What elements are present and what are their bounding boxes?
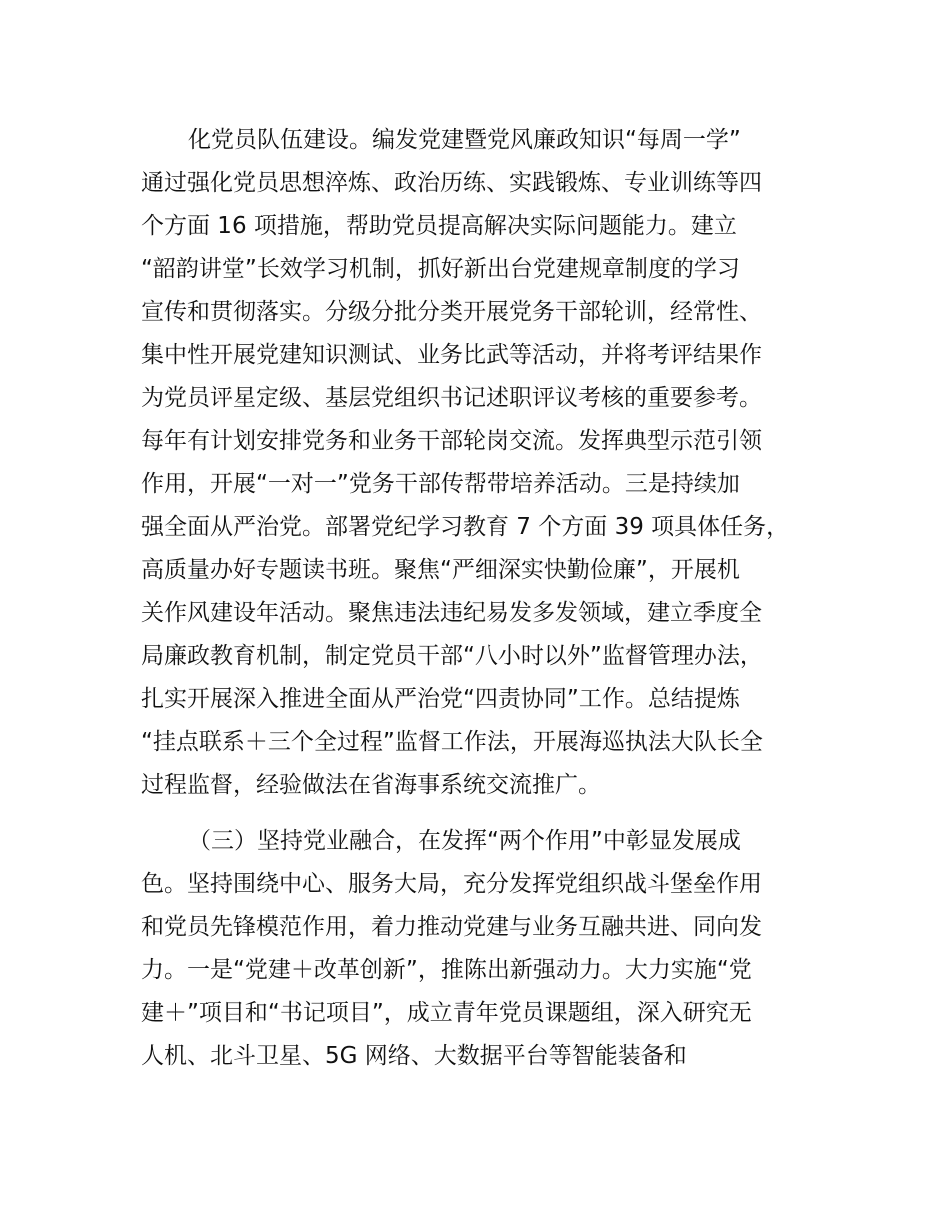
text-line: 通过强化党员思想淬炼、政治历练、实践锻炼、专业训练等四 xyxy=(141,170,762,196)
text-line: 每年有计划安排党务和业务干部轮岗交流。发挥典型示范引领 xyxy=(141,428,762,454)
text-line: 集中性开展党建知识测试、业务比武等活动，并将考评结果作 xyxy=(141,342,762,368)
text-line: 关作风建设年活动。聚焦违法违纪易发多发领域，建立季度全 xyxy=(141,600,762,626)
text-line: 高质量办好专题读书班。聚焦“严细深实快勤俭廉”，开展机 xyxy=(141,557,740,583)
text-line: 建＋”项目和“书记项目”，成立青年党员课题组，深入研究无 xyxy=(141,1000,752,1026)
text-line: “韶韵讲堂”长效学习机制，抓好新出台党建规章制度的学习 xyxy=(141,256,740,282)
text-line: 过程监督，经验做法在省海事系统交流推广。 xyxy=(141,772,601,798)
text-line: 作用，开展“一对一”党务干部传帮带培养活动。三是持续加 xyxy=(141,471,740,497)
text-line: 色。坚持围绕中心、服务大局，充分发挥党组织战斗堡垒作用 xyxy=(141,871,762,897)
text-line: “挂点联系＋三个全过程”监督工作法，开展海巡执法大队长全 xyxy=(141,729,763,755)
text-line: 化党员队伍建设。编发党建暨党风廉政知识“每周一学” xyxy=(188,127,741,153)
text-line: 个方面 16 项措施，帮助党员提高解决实际问题能力。建立 xyxy=(141,213,737,239)
text-line: 和党员先锋模范作用，着力推动党建与业务互融共进、同向发 xyxy=(141,914,762,940)
text-line: 人机、北斗卫星、5G 网络、大数据平台等智能装备和 xyxy=(141,1043,687,1069)
text-line: 扎实开展深入推进全面从严治党“四责协同”工作。总结提炼 xyxy=(141,686,740,712)
section-heading-line: （三）坚持党业融合，在发挥“两个作用”中彰显发展成 xyxy=(188,828,741,854)
text-line: 力。一是“党建＋改革创新”，推陈出新强动力。大力实施“党 xyxy=(141,957,752,983)
text-line: 强全面从严治党。部署党纪学习教育 7 个方面 39 项具体任务， xyxy=(141,514,790,540)
text-line: 局廉政教育机制，制定党员干部“八小时以外”监督管理办法， xyxy=(141,643,763,669)
text-line: 宣传和贯彻落实。分级分批分类开展党务干部轮训，经常性、 xyxy=(141,299,762,325)
text-line: 为党员评星定级、基层党组织书记述职评议考核的重要参考。 xyxy=(141,385,762,411)
